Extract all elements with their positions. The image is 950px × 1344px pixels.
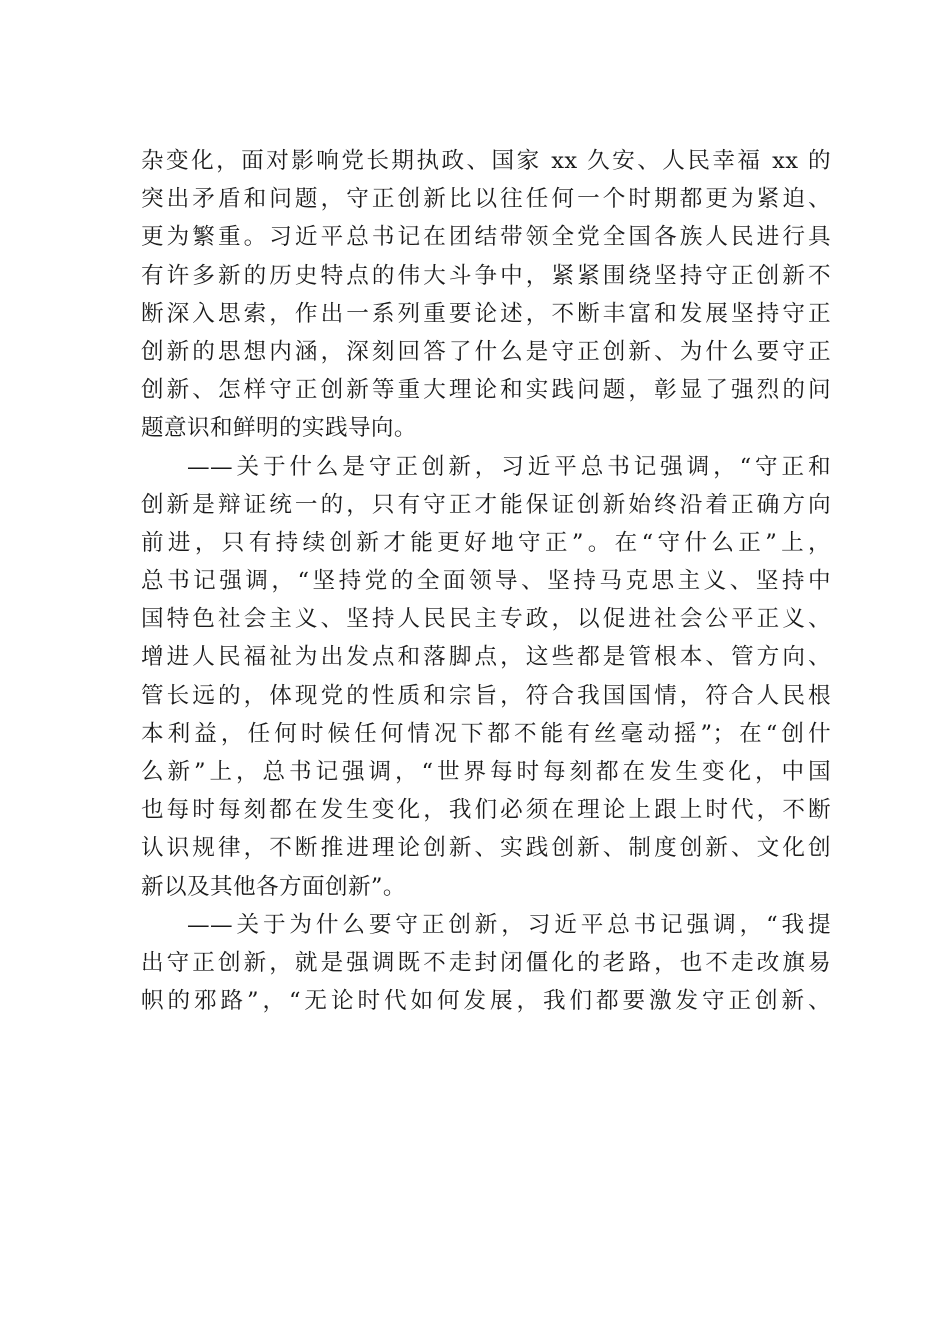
text-line: 杂变化，面对影响党长期执政、国家 xx 久安、人民幸福 xx 的	[141, 148, 831, 174]
text-line: 有许多新的历史特点的伟大斗争中，紧紧围绕坚持守正创新不	[141, 262, 831, 289]
text-line: 国特色社会主义、坚持人民民主专政，以促进社会公平正义、	[141, 606, 831, 633]
text-line: 题意识和鲜明的实践导向。	[141, 415, 417, 442]
text-line: ——关于为什么要守正创新，习近平总书记强调，“我提	[187, 911, 831, 938]
text-line: 也每时每刻都在发生变化，我们必须在理论上跟上时代，不断	[141, 797, 831, 824]
text-line: 帜的邪路”，“无论时代如何发展，我们都要激发守正创新、	[141, 988, 831, 1015]
text-line: 新以及其他各方面创新”。	[141, 873, 406, 900]
text-line: 创新、怎样守正创新等重大理论和实践问题，彰显了强烈的问	[141, 377, 831, 404]
text-line: 总书记强调，“坚持党的全面领导、坚持马克思主义、坚持中	[141, 568, 831, 595]
text-line: 管长远的，体现党的性质和宗旨，符合我国国情，符合人民根	[141, 682, 831, 709]
paragraph	[141, 142, 831, 448]
paragraph	[141, 906, 831, 1021]
text-line: 出守正创新，就是强调既不走封闭僵化的老路，也不走改旗易	[141, 949, 831, 976]
text-line: 么新”上，总书记强调，“世界每时每刻都在发生变化，中国	[141, 759, 831, 785]
text-line: 更为繁重。习近平总书记在团结带领全党全国各族人民进行具	[141, 224, 831, 251]
text-line: 断深入思索，作出一系列重要论述，不断丰富和发展坚持守正	[141, 300, 831, 327]
text-line: 增进人民福祉为出发点和落脚点，这些都是管根本、管方向、	[141, 644, 831, 671]
paragraph	[141, 448, 831, 906]
text-line: 本利益，任何时候任何情况下都不能有丝毫动摇”；在“创什	[141, 720, 831, 747]
text-line: 突出矛盾和问题，守正创新比以往任何一个时期都更为紧迫、	[141, 186, 831, 213]
text-line: 认识规律，不断推进理论创新、实践创新、制度创新、文化创	[141, 835, 831, 862]
text-line: 创新是辩证统一的，只有守正才能保证创新始终沿着正确方向	[141, 491, 831, 518]
text-line: 前进，只有持续创新才能更好地守正”。在“守什么正”上，	[141, 529, 831, 556]
text-line: 创新的思想内涵，深刻回答了什么是守正创新、为什么要守正	[141, 338, 831, 365]
body-text	[141, 142, 831, 1020]
text-line: ——关于什么是守正创新，习近平总书记强调，“守正和	[187, 453, 831, 480]
